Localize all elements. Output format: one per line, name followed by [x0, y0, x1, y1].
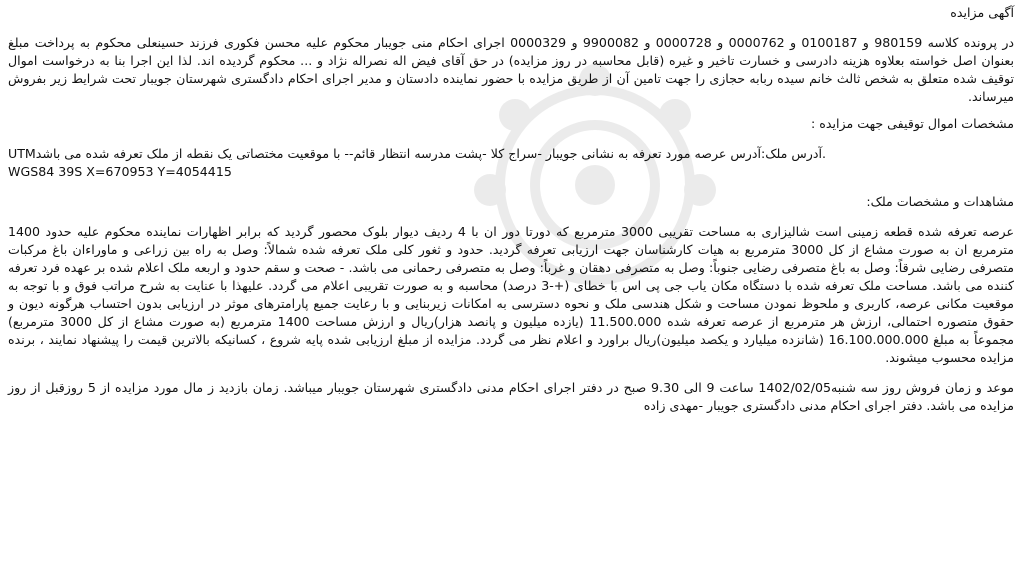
auction-notice — [8, 4, 1014, 415]
observations-heading: مشاهدات و مشخصات ملک: — [866, 194, 1014, 209]
intro-paragraph: در پرونده کلاسه 980159 و 0100187 و 0000762 و 0000728 و 9900082 و 0000329 اجرای احکام منی جویبار محکوم علیه محسن فکوری فرزند حسینعلی محکوم به پرداخت مبلغ بعنوان اصل خواسته بعلاوه هزینه دادرسی و خسارت تاخیر و غیره (قابل محاسبه در روز مزایده) در حق آقای فیض اله نصراله نژاد و ... محکوم گردیده اند. لذا این اجرا بنا به درخواست اموال توقیف شده متعلق به شخص ثالث خانم سیده ربابه حجازی را جهت تامین آن از طریق مزایده با حضور نماینده دادستان و مدیر اجرای احکام دادگستری شهرستان جویبار تحت شرایط زیر بفروش میرساند. — [8, 35, 1015, 104]
property-description: عرصه تعرفه شده قطعه زمینی است شالیزاری به مساحت تقریبی 3000 مترمربع که دورتا دور ان با 4 ردیف دیوار بلوک محصور گردید که برابر اظهارات نماینده محکوم علیه حدود 1400 مترمربع ان به صورت مشاع از کل 3000 مترمربع به هیات کارشناسان جهت ارزیابی تعرفه گردید. حدود و ثغور کلی ملک تعرفه شده شمالاً: وصل به راه بین زراعی و ماوراءان باغ مرکبات متصرفی رضایی شرقاً: وصل به باغ متصرفی رضایی جنوباً: وصل به متصرفی دهقان و غرباً: وصل به متصرفی رحمانی می باشد. - صحت و سقم حدود و اربعه ملک اعلام شده بر عهده فرد تعرفه کننده می باشد. مساحت ملک تعرفه شده با دستگاه مکان یاب جی پی اس با خطای (+-3 درصد) محاسبه و به صورت تقریبی اعلام می گردد. علیهذا با عنایت به شرح مراتب فوق و با توجه به موقعیت مکانی عرصه، کاربری و ملحوظ نمودن مساحت و شکل هندسی ملک و نحوه دسترسی به امکانات زیربنایی و با رعایت جمیع پارامترهای موثر در ارزیابی بدون احتساب هرگونه دیون و حقوق متصوره احتمالی، ارزش هر مترمربع از عرصه تعرفه شده 11.500.000 (یازده میلیون و پانصد هزار)ریال و ارزش مساحت 1400 مترمربع (به صورت مشاع از کل 3000 مترمربع) مجموعاً به مبلغ 16.100.000.000 (شانزده میلیارد و یکصد میلیون)ریال براورد و اعلام نظر می گردد. مزایده از مبلغ ارزیابی شده پایه شروع ، کسانیکه بالاترین قیمت را پیشنهاد نمایند ، برنده مزایده محسوب میشوند. — [8, 224, 1014, 365]
specs-heading: مشخصات اموال توقیفی جهت مزایده : — [811, 116, 1014, 131]
property-address: UTMآدرس ملک:آدرس عرصه مورد تعرفه به نشانی جویبار -سراج کلا -پشت مدرسه انتظار قائم-- با موقعیت مختصاتی یک نقطه از ملک تعرفه شده می باشد. — [8, 146, 826, 161]
utm-coordinates: WGS84 39S X=670953 Y=4054415 — [8, 164, 232, 179]
coordinates-line — [8, 163, 1014, 181]
auction-schedule: موعد و زمان فروش روز سه شنبه1402/02/05 ساعت 9 الی 9.30 صبح در دفتر اجرای احکام مدنی دادگستری شهرستان جویبار میباشد. زمان بازدید ز مال مورد مزایده از 5 روزقبل از روز مزایده می باشد. دفتر اجرای احکام مدنی دادگستری جویبار -مهدی زاده — [8, 380, 1014, 413]
notice-title: آگهی مزایده — [950, 5, 1014, 20]
